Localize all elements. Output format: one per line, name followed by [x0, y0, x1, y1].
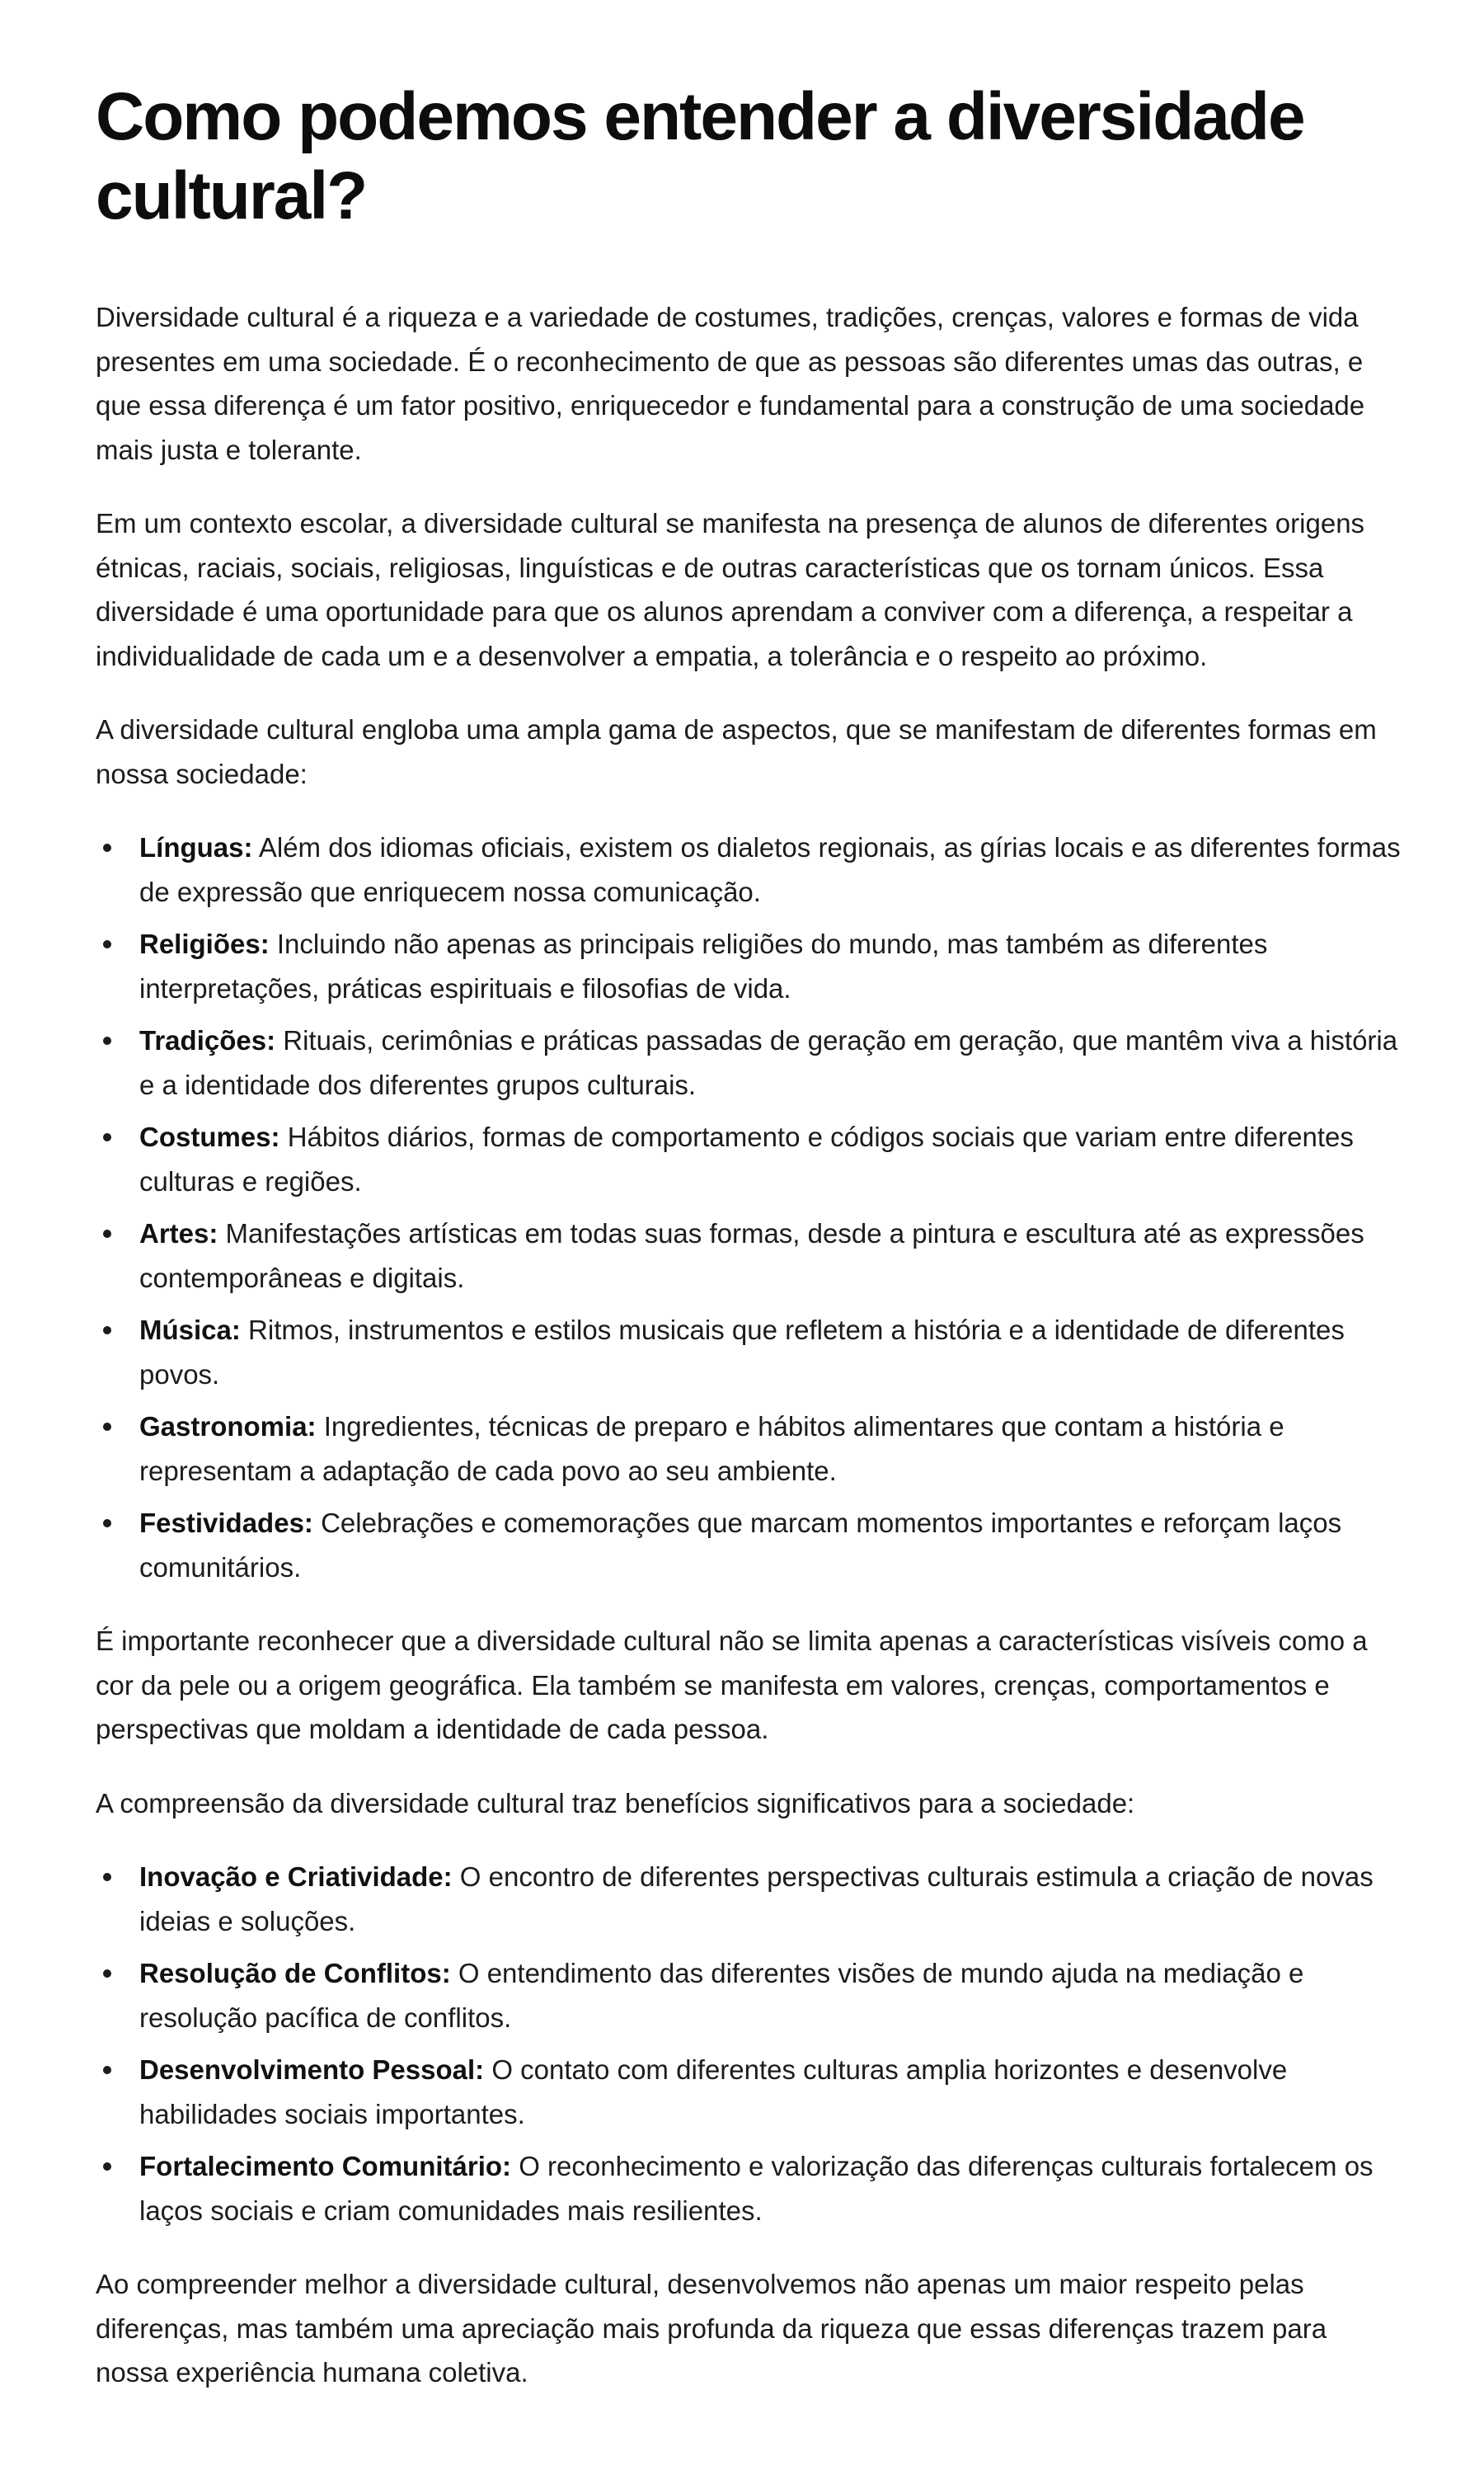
list-item-text: Ingredientes, técnicas de preparo e hábitos alimentares que contam a história e representam a adaptação de cada povo ao seu ambiente. — [139, 1411, 1284, 1486]
list-item-musica — [96, 1308, 1407, 1396]
paragraph-beyond-visible: É importante reconhecer que a diversidade cultural não se limita apenas a características visíveis como a cor da pele ou a origem geográfica. Ela também se manifesta em valores, crenças, comportamentos e perspectivas que moldam a identidade de cada pessoa. — [96, 1625, 1368, 1744]
list-item-religioes — [96, 922, 1407, 1010]
list-item-text: Ritmos, instrumentos e estilos musicais que refletem a história e a identidade de diferentes povos. — [139, 1315, 1345, 1390]
list-item-linguas — [96, 826, 1407, 914]
list-item-inovacao — [96, 1855, 1407, 1943]
list-item-term: Festividades: — [139, 1508, 313, 1538]
list-item-text: O reconhecimento e valorização das diferenças culturais fortalecem os laços sociais e criam comunidades mais resilientes. — [139, 2151, 1374, 2226]
list-item-costumes — [96, 1115, 1407, 1203]
article-body — [96, 295, 1407, 2395]
list-item-festividades — [96, 1501, 1407, 1589]
list-item-text: Incluindo não apenas as principais religiões do mundo, mas também as diferentes interpretações, práticas espirituais e filosofias de vida. — [139, 929, 1268, 1004]
aspects-list — [96, 826, 1407, 1589]
list-item-resolucao — [96, 1951, 1407, 2040]
paragraph-conclusion: Ao compreender melhor a diversidade cultural, desenvolvemos não apenas um maior respeito pelas diferenças, mas também uma apreciação mais profunda da riqueza que essas diferenças trazem para nossa experiência humana coletiva. — [96, 2269, 1327, 2388]
benefits-list — [96, 1855, 1407, 2232]
list-item-gastronomia — [96, 1404, 1407, 1493]
list-item-term: Religiões: — [139, 929, 270, 959]
list-item-term: Inovação e Criatividade: — [139, 1861, 453, 1892]
list-item-term: Desenvolvimento Pessoal: — [139, 2054, 485, 2085]
list-item-term: Artes: — [139, 1218, 218, 1249]
list-item-term: Costumes: — [139, 1122, 280, 1152]
paragraph-school-context: Em um contexto escolar, a diversidade cultural se manifesta na presença de alunos de diferentes origens étnicas, raciais, sociais, religiosas, linguísticas e de outras características que os tornam únicos. Essa diversidade é uma oportunidade para que os alunos aprendam a conviver com a diferença, a respeitar a individualidade de cada um e a desenvolver a empatia, a tolerância e o respeito ao próximo. — [96, 508, 1365, 671]
list-item-text: O contato com diferentes culturas amplia horizontes e desenvolve habilidades sociais importantes. — [139, 2054, 1288, 2129]
list-item-term: Tradições: — [139, 1025, 276, 1056]
list-item-artes — [96, 1211, 1407, 1300]
paragraph-benefits-intro: A compreensão da diversidade cultural traz benefícios significativos para a sociedade: — [96, 1787, 1135, 1818]
paragraph-definition: Diversidade cultural é a riqueza e a variedade de costumes, tradições, crenças, valores e formas de vida presentes em uma sociedade. É o reconhecimento de que as pessoas são diferentes umas das outras, e que essa diferença é um fator positivo, enriquecedor e fundamental para a construção de uma sociedade mais justa e tolerante. — [96, 302, 1365, 465]
paragraph-aspects-intro: A diversidade cultural engloba uma ampla gama de aspectos, que se manifestam de diferentes formas em nossa sociedade: — [96, 714, 1377, 789]
list-item-tradicoes — [96, 1019, 1407, 1107]
list-item-text: Manifestações artísticas em todas suas formas, desde a pintura e escultura até as expressões contemporâneas e digitais. — [139, 1218, 1364, 1293]
page-title: Como podemos entender a diversidade cultural? — [96, 79, 1304, 233]
list-item-fortalecimento — [96, 2144, 1407, 2232]
list-item-term: Resolução de Conflitos: — [139, 1958, 451, 1988]
list-item-text: Rituais, cerimônias e práticas passadas de geração em geração, que mantêm viva a história e a identidade dos diferentes grupos culturais. — [139, 1025, 1398, 1100]
list-item-term: Línguas: — [139, 832, 253, 863]
list-item-text: O encontro de diferentes perspectivas culturais estimula a criação de novas ideias e soluções. — [139, 1861, 1374, 1936]
list-item-term: Música: — [139, 1315, 241, 1345]
list-item-text: Além dos idiomas oficiais, existem os dialetos regionais, as gírias locais e as diferentes formas de expressão que enriquecem nossa comunicação. — [139, 832, 1401, 907]
list-item-term: Gastronomia: — [139, 1411, 317, 1442]
list-item-term: Fortalecimento Comunitário: — [139, 2151, 512, 2181]
list-item-text: O entendimento das diferentes visões de mundo ajuda na mediação e resolução pacífica de conflitos. — [139, 1958, 1304, 2033]
list-item-desenvolvimento — [96, 2048, 1407, 2136]
list-item-text: Hábitos diários, formas de comportamento e códigos sociais que variam entre diferentes culturas e regiões. — [139, 1122, 1354, 1197]
list-item-text: Celebrações e comemorações que marcam momentos importantes e reforçam laços comunitários. — [139, 1508, 1342, 1583]
